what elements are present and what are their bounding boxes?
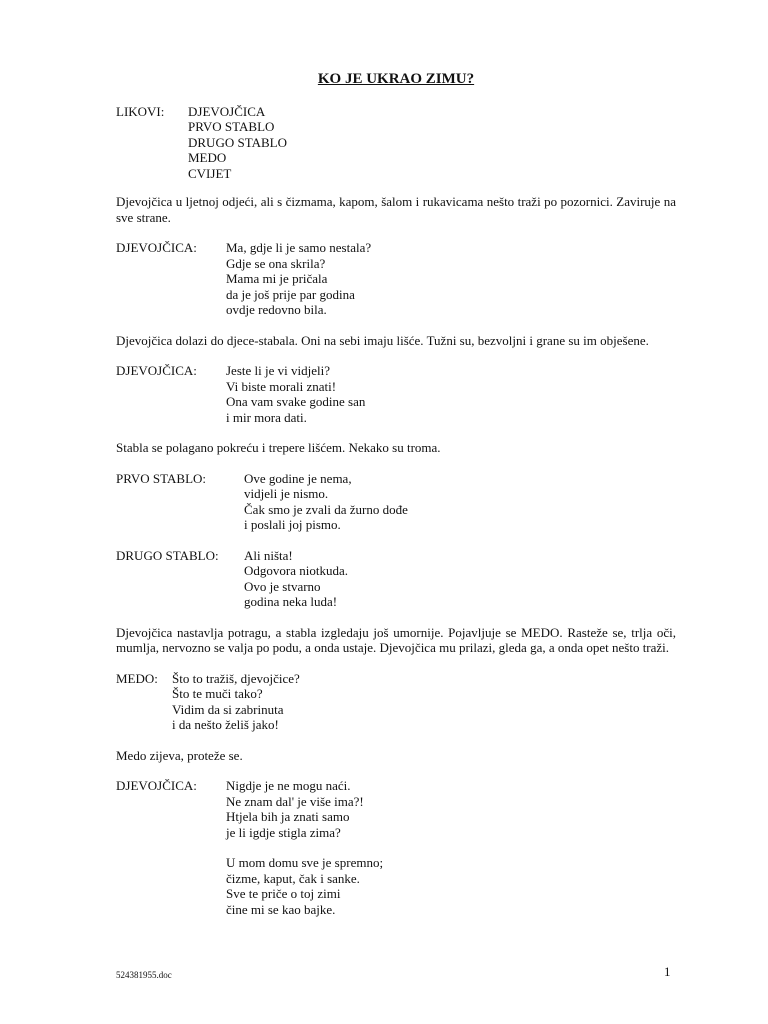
verse-line: Što to tražiš, djevojčice?: [172, 670, 300, 686]
dialogue-lines: [244, 471, 408, 533]
footer-filename: 524381955.doc: [116, 970, 172, 980]
verse-line: U mom domu sve je spremno;: [226, 855, 384, 870]
verse-line: Vi biste morali znati!: [226, 378, 337, 394]
speaker-name: DJEVOJČICA:: [116, 240, 197, 255]
verse-line: Ali ništa!: [244, 547, 293, 563]
speaker-name: DRUGO STABLO:: [116, 547, 219, 563]
script-body: [116, 194, 676, 917]
document-page: [116, 72, 676, 932]
verse-line: i mir mora dati.: [226, 409, 307, 425]
speaker-name: DJEVOJČICA:: [116, 778, 197, 793]
dialogue-block: [116, 240, 676, 318]
verse-line: i da nešto želiš jako!: [172, 717, 279, 732]
stage-direction: Djevojčica nastavlja potragu, a stabla izgledaju još umornije. Pojavljuje se MEDO. Rasteže se, trlja oči, mumlja, nervozno se valja po podu, a onda ustaje. Djevojčica mu prilazi, gleda ga, a onda opet nešto traži.: [116, 624, 676, 655]
verse-stanza: [226, 363, 365, 425]
verse-stanza: [226, 240, 371, 318]
dialogue-lines: [226, 363, 365, 425]
dialogue-lines: [226, 240, 371, 318]
verse-line: Gdje se ona skrila?: [226, 255, 326, 271]
verse-line: vidjeli je nismo.: [244, 486, 329, 501]
dialogue-lines: [172, 671, 300, 733]
dialogue-block: [116, 471, 676, 533]
verse-line: Ma, gdje li je samo nestala?: [226, 240, 372, 255]
verse-line: je li igdje stigla zima?: [226, 824, 341, 840]
verse-line: ovdje redovno bila.: [226, 302, 327, 317]
verse-line: Nigdje je ne mogu naći.: [226, 778, 351, 793]
verse-line: Jeste li je vi vidjeli?: [226, 363, 330, 378]
dialogue-block: [116, 778, 676, 917]
character-list-label: LIKOVI:: [116, 103, 165, 119]
verse-stanza: [172, 671, 300, 733]
verse-stanza: [226, 855, 383, 917]
stage-direction: Medo zijeva, proteže se.: [116, 747, 243, 763]
verse-stanza: [244, 471, 408, 533]
speaker-name: MEDO:: [116, 670, 158, 686]
dialogue-block: [116, 363, 676, 425]
verse-line: Mama mi je pričala: [226, 271, 328, 286]
page-number: 1: [664, 964, 671, 979]
verse-line: Ne znam dal' je više ima?!: [226, 793, 364, 809]
verse-line: Ovo je stvarno: [244, 578, 321, 594]
dialogue-block: [116, 548, 676, 610]
speaker-name: PRVO STABLO:: [116, 470, 207, 486]
stage-direction: Djevojčica dolazi do djece-stabala. Oni na sebi imaju lišće. Tužni su, bezvoljni i grane su im obješene.: [116, 332, 649, 348]
verse-line: da je još prije par godina: [226, 286, 355, 302]
verse-line: godina neka luda!: [244, 594, 338, 609]
character-name: MEDO: [188, 150, 227, 165]
verse-line: čine mi se kao bajke.: [226, 901, 336, 917]
dialogue-block: [116, 671, 676, 733]
verse-stanza: [244, 548, 348, 610]
verse-line: i poslali joj pismo.: [244, 517, 341, 532]
play-title: KO JE UKRAO ZIMU?: [317, 71, 475, 87]
character-name: DRUGO STABLO: [188, 134, 287, 150]
verse-line: Ove godine je nema,: [244, 470, 352, 486]
character-list: [116, 104, 676, 182]
verse-line: Vidim da si zabrinuta: [172, 701, 284, 717]
verse-line: Odgovora niotkuda.: [244, 563, 348, 578]
speaker-name: DJEVOJČICA:: [116, 363, 197, 378]
character-name: DJEVOJČICA: [188, 103, 266, 119]
character-name: PRVO STABLO: [188, 119, 275, 134]
character-name: CVIJET: [188, 165, 232, 181]
verse-line: Što te muči tako?: [172, 686, 263, 701]
verse-line: Htjela bih ja znati samo: [226, 809, 350, 824]
stage-direction: Stabla se polagano pokreću i trepere lišćem. Nekako su troma.: [116, 440, 441, 455]
dialogue-lines: [244, 548, 348, 610]
verse-line: čizme, kaput, čak i sanke.: [226, 870, 360, 886]
character-names: [188, 104, 287, 182]
verse-stanza: [226, 778, 383, 840]
verse-line: Čak smo je zvali da žurno dođe: [244, 501, 408, 517]
stage-direction: Djevojčica u ljetnoj odjeći, ali s čizmama, kapom, šalom i rukavicama nešto traži po pozornici. Zaviruje na sve strane.: [116, 194, 676, 225]
verse-line: Ona vam svake godine san: [226, 394, 366, 409]
dialogue-lines: [226, 778, 383, 917]
verse-line: Sve te priče o toj zimi: [226, 886, 341, 901]
